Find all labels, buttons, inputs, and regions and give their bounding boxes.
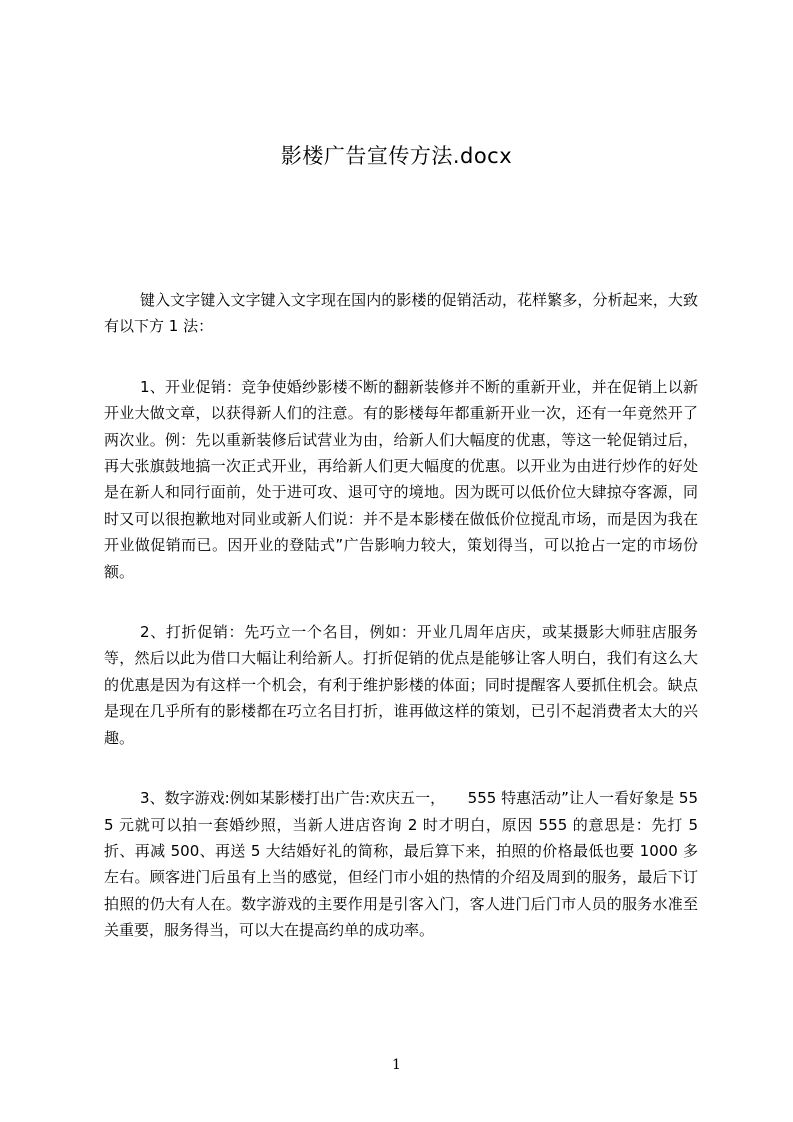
document-title: 影楼广告宣传方法.docx bbox=[280, 144, 513, 168]
document-body bbox=[104, 287, 698, 978]
page-number: 1 bbox=[392, 1057, 401, 1073]
paragraph-discount-promotion: 2、打折促销：先巧立一个名目，例如：开业几周年店庆，或某摄影大师驻店服务等，然后以此为借口大幅让利给新人。打折促销的优点是能够让客人明白，我们有这么大的优惠是因为有这样一个机会，有利于维护影楼的体面；同时提醒客人要抓住机会。缺点是现在几乎所有的影楼都在巧立名目打折，谁再做这样的策划，已引不起消费者太大的兴趣。 bbox=[104, 623, 698, 747]
paragraph-opening-promotion: 1、开业促销：竞争使婚纱影楼不断的翻新装修并不断的重新开业，并在促销上以新开业大做文章，以获得新人们的注意。有的影楼每年都重新开业一次，还有一年竟然开了两次业。例：先以重新装修后试营业为由，给新人们大幅度的优惠，等这一轮促销过后，再大张旗鼓地搞一次正式开业，再给新人们更大幅度的优惠。以开业为由进行炒作的好处是在新人和同行面前，处于进可攻、退可守的境地。因为既可以低价位大肆掠夺客源，同时又可以很抱歉地对同业或新人们说：并不是本影楼在做低价位搅乱市场，而是因为我在开业做促销而已。因开业的登陆式”广告影响力较大，策划得当，可以抢占一定的市场份额。 bbox=[104, 377, 698, 581]
paragraph-intro: 键入文字键入文字键入文字现在国内的影楼的促销活动，花样繁多，分析起来，大致有以下方 1 法： bbox=[104, 291, 698, 336]
paragraph-number-game: 3、数字游戏:例如某影楼打出广告:欢庆五一， 555 特惠活动”让人一看好象是 555 元就可以拍一套婚纱照，当新人进店咨询 2 时才明白，原因 555 的意思是：先打 5 折、再减 500、再送 5 大结婚好礼的简称，最后算下来，拍照的价格最低也要 1000 多左右。顾客进门后虽有上当的感觉，但经门市小姐的热情的介绍及周到的服务，最后下订拍照的仍大有人在。数字游戏的主要作用是引客入门，客人进门后门市人员的服务水准至关重要，服务得当，可以大在提高约单的成功率。 bbox=[104, 789, 698, 940]
